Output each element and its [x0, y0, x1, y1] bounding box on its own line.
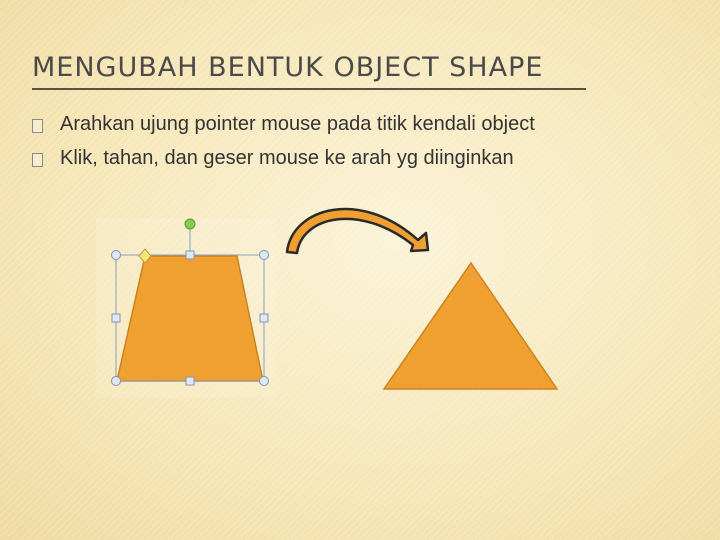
corner-handle[interactable] [260, 377, 269, 386]
trapezoid-shape[interactable] [117, 256, 263, 381]
side-handle[interactable] [112, 314, 120, 322]
bullet-text: Arahkan ujung pointer mouse pada titik kendali object [60, 113, 535, 135]
rotation-handle-icon[interactable] [185, 219, 195, 229]
side-handle[interactable] [186, 251, 194, 259]
corner-handle[interactable] [112, 377, 121, 386]
bullet-text: Klik, tahan, dan geser mouse ke arah yg diinginkan [60, 147, 514, 169]
triangle-shape[interactable] [384, 263, 557, 389]
slide-title: MENGUBAH BENTUK OBJECT SHAPE [32, 52, 544, 83]
corner-handle[interactable] [112, 251, 121, 260]
side-handle[interactable] [260, 314, 268, 322]
curved-arrow-icon [287, 209, 428, 253]
side-handle[interactable] [186, 377, 194, 385]
corner-handle[interactable] [260, 251, 269, 260]
